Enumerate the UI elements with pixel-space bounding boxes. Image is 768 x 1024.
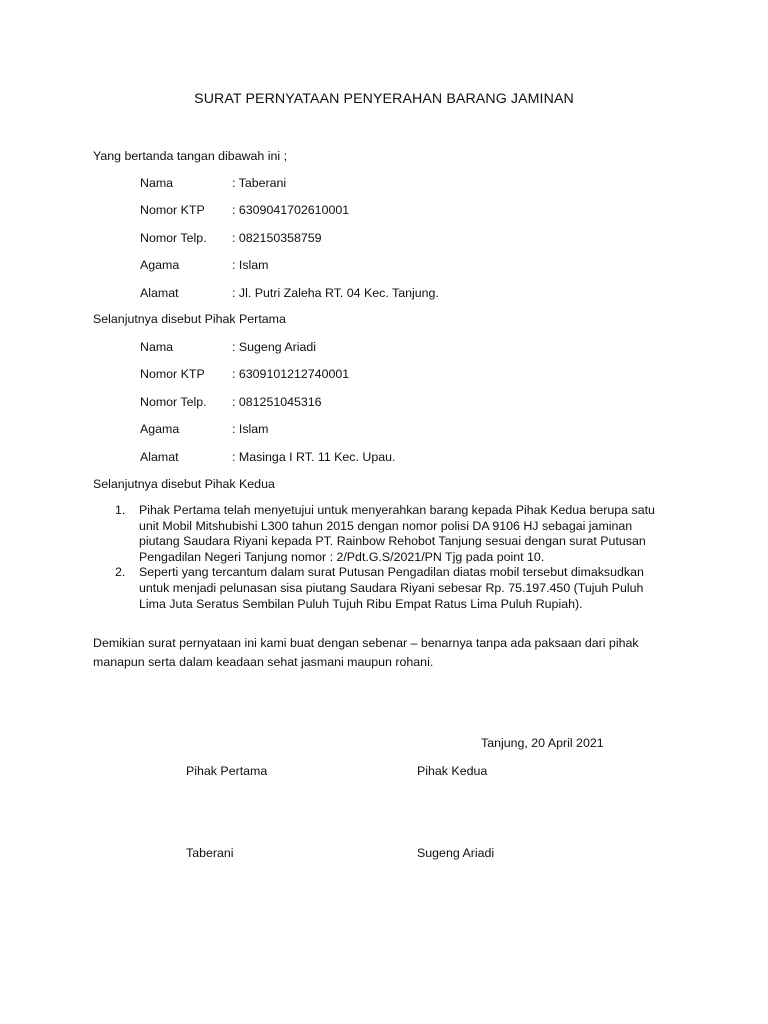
field-value: : Taberani (232, 176, 287, 190)
place-date: Tanjung, 20 April 2021 (481, 736, 604, 750)
field-label: Nomor KTP (140, 367, 205, 381)
field-value: : Islam (232, 422, 269, 436)
field-label: Nama (140, 340, 174, 354)
list-item (93, 503, 673, 565)
field-label: Alamat (140, 286, 179, 300)
item-text: Pihak Pertama telah menyetujui untuk menyerahkan barang kepada Pihak Kedua berupa satu unit Mobil Mitshubishi L300 tahun 2015 dengan nomor polisi DA 9106 HJ sebagai jaminan piutang Saudara Riyani kepada PT. Rainbow Rehobot Tanjung sesuai dengan surat Putusan Pengadilan Negeri Tanjung nomor : 2/Pdt.G.S/2021/PN Tjg pada point 10. (139, 503, 655, 564)
field-label: Alamat (140, 450, 179, 464)
field-label: Nomor Telp. (140, 395, 207, 409)
field-value: : Islam (232, 258, 269, 272)
field-label: Agama (140, 422, 180, 436)
list-item (93, 565, 673, 612)
field-value: : Masinga I RT. 11 Kec. Upau. (232, 450, 396, 464)
field-value: : Jl. Putri Zaleha RT. 04 Kec. Tanjung. (232, 286, 439, 300)
field-value: : Sugeng Ariadi (232, 340, 317, 354)
closing-paragraph: Demikian surat pernyataan ini kami buat dengan sebenar – benarnya tanpa ada paksaan dari pihak manapun serta dalam keadaan sehat jasmani maupun rohani. (93, 636, 639, 669)
statement-list (93, 503, 673, 612)
field-label: Nama (140, 176, 174, 190)
field-value: : 081251045316 (232, 395, 322, 409)
item-number: 2. (115, 565, 126, 580)
p2-caption: Selanjutnya disebut Pihak Kedua (93, 477, 275, 491)
letter-title: SURAT PERNYATAAN PENYERAHAN BARANG JAMINAN (194, 91, 574, 107)
intro-text: Yang bertanda tangan dibawah ini ; (93, 149, 288, 163)
field-label: Agama (140, 258, 180, 272)
right-signatory-name: Sugeng Ariadi (417, 846, 495, 860)
field-label: Nomor KTP (140, 203, 205, 217)
item-text: Seperti yang tercantum dalam surat Putusan Pengadilan diatas mobil tersebut dimaksudkan untuk menjadi pelunasan sisa piutang Saudara Riyani sebesar Rp. 75.197.450 (Tujuh Puluh Lima Juta Seratus Sembilan Puluh Tujuh Ribu Empat Ratus Lima Puluh Rupiah). (139, 565, 644, 611)
field-value: : 6309101212740001 (232, 367, 350, 381)
field-label: Nomor Telp. (140, 231, 207, 245)
field-value: : 082150358759 (232, 231, 322, 245)
field-value: : 6309041702610001 (232, 203, 350, 217)
item-number: 1. (115, 503, 126, 517)
left-signatory-role: Pihak Pertama (186, 764, 268, 778)
right-signatory-role: Pihak Kedua (417, 764, 488, 778)
left-signatory-name: Taberani (186, 846, 234, 860)
p1-caption: Selanjutnya disebut Pihak Pertama (93, 312, 286, 326)
